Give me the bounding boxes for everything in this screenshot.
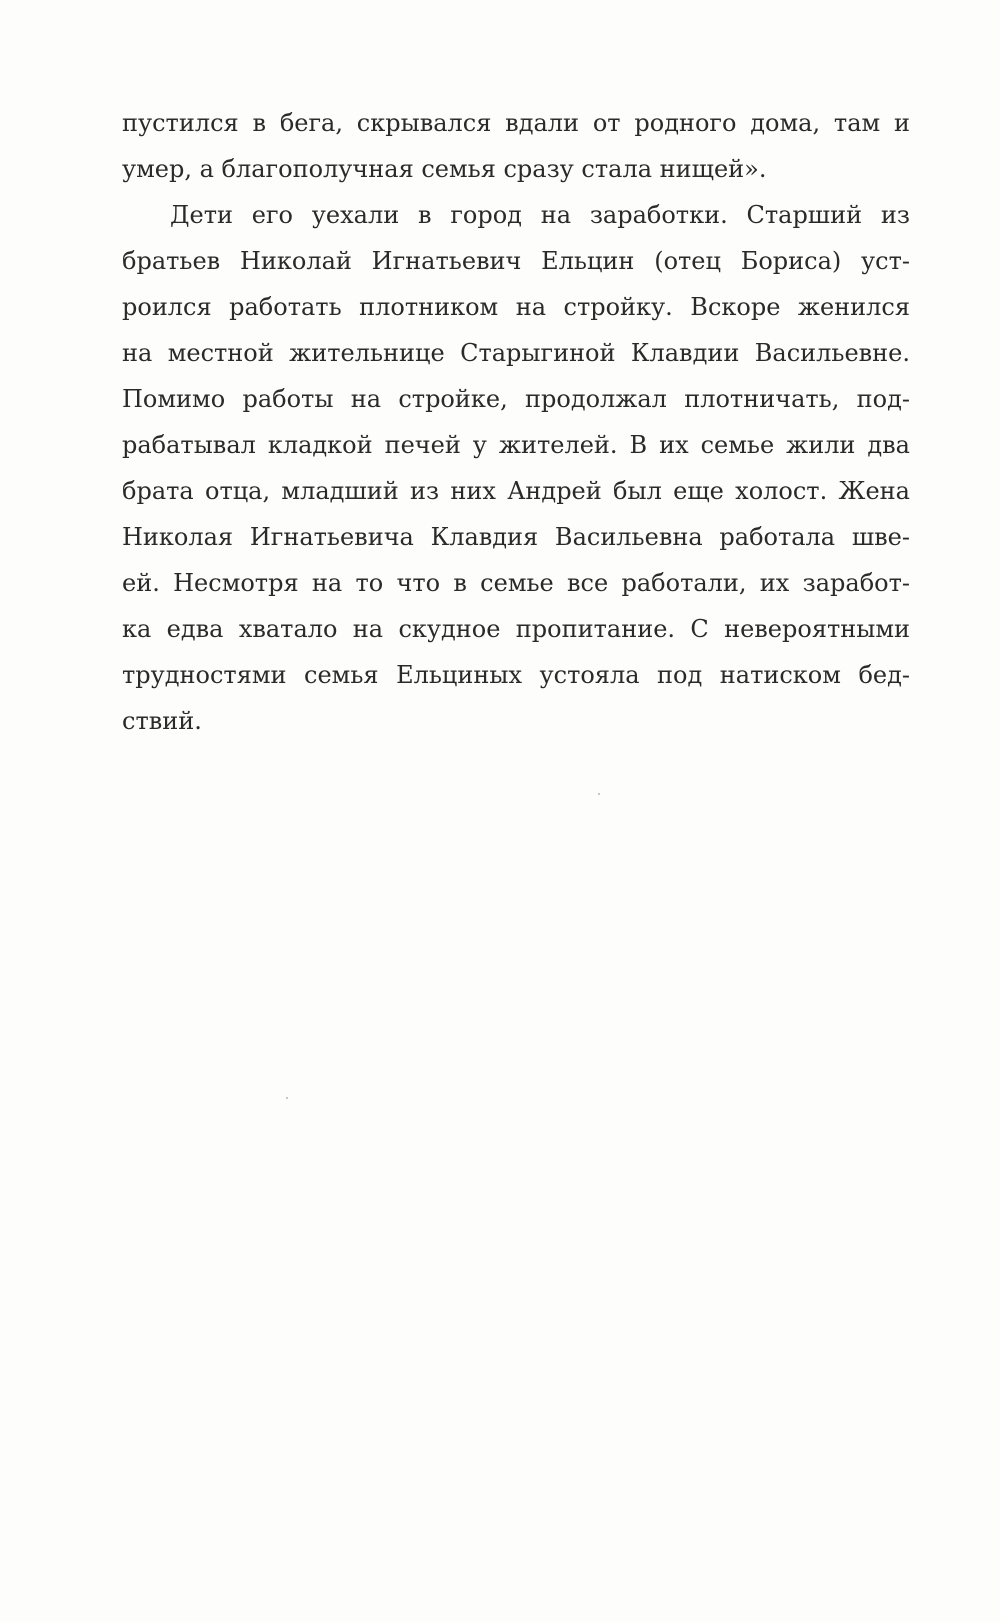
paragraph [122, 100, 910, 192]
text-line: трудностями семья Ельциных устояла под натиском бед- [122, 661, 910, 689]
text-line: братьев Николай Игнатьевич Ельцин (отец Бориса) уст- [122, 247, 910, 275]
text-line: Николая Игнатьевича Клавдия Васильевна работала шве- [122, 523, 910, 551]
text-line: ей. Несмотря на то что в семье все работали, их заработ- [122, 569, 910, 597]
text-line: ка едва хватало на скудное пропитание. С невероятными [122, 615, 910, 643]
body-text [122, 100, 910, 744]
text-line: брата отца, младший из них Андрей был еще холост. Жена [122, 477, 910, 505]
text-line: роился работать плотником на стройку. Вскоре женился [122, 293, 910, 321]
text-line: Дети его уехали в город на заработки. Старший из [170, 201, 910, 229]
text-line: рабатывал кладкой печей у жителей. В их семье жили два [122, 431, 910, 459]
paper-speck [286, 1097, 288, 1099]
text-line: ствий. [122, 707, 202, 735]
paragraph [122, 192, 910, 744]
paper-speck [598, 793, 600, 795]
text-line: умер, а благополучная семья сразу стала нищей». [122, 155, 767, 183]
text-line: Помимо работы на стройке, продолжал плотничать, под- [122, 385, 910, 413]
text-line: пустился в бега, скрывался вдали от родного дома, там и [122, 109, 910, 137]
text-line: на местной жительнице Старыгиной Клавдии Васильевне. [122, 339, 910, 367]
